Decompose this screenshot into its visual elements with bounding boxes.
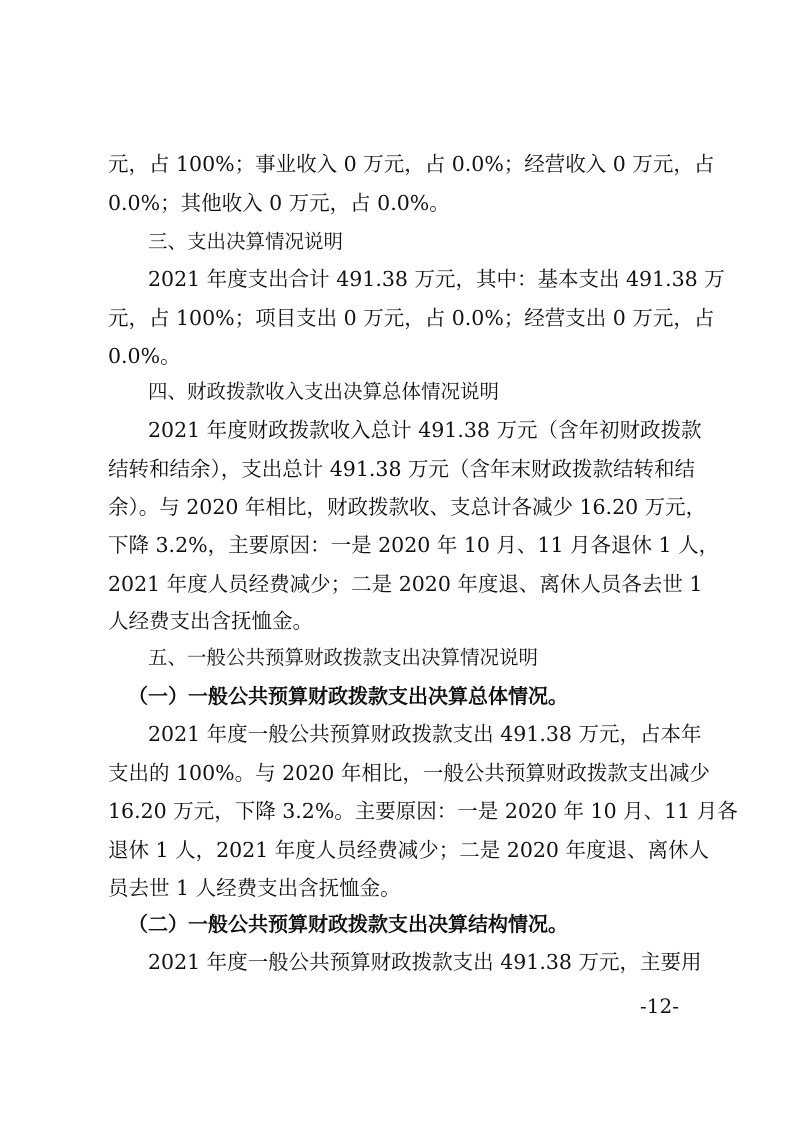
subsection-1-text-line: 16.20 万元，下降 3.2%。主要原因：一是 2020 年 10 月、11 月各 — [108, 799, 738, 823]
section-5-heading: 五、一般公共预算财政拨款支出决算情况说明 — [148, 646, 539, 669]
section-4-text-line: 2021 年度人员经费减少；二是 2020 年度退、离休人员各去世 1 — [108, 572, 703, 596]
section-4-text-line: 结转和结余），支出总计 491.38 万元（含年末财政拨款结转和结 — [108, 457, 696, 481]
subsection-2-text-line: 2021 年度一般公共预算财政拨款支出 491.38 万元，主要用 — [148, 950, 702, 974]
section-4-text-line: 人经费支出含抚恤金。 — [108, 609, 313, 633]
subsection-2-heading: （二）一般公共预算财政拨款支出决算结构情况。 — [128, 912, 568, 936]
page-number: -12- — [640, 994, 679, 1018]
section-4-text-line: 2021 年度财政拨款收入总计 491.38 万元（含年初财政拨款 — [148, 418, 702, 442]
subsection-1-text-line: 员去世 1 人经费支出含抚恤金。 — [108, 876, 401, 900]
section-3-heading: 三、支出决算情况说明 — [148, 230, 344, 253]
section-4-heading: 四、财政拨款收入支出决算总体情况说明 — [148, 380, 500, 403]
section-3-text-line: 元，占 100%；项目支出 0 万元，占 0.0%；经营支出 0 万元，占 — [108, 306, 715, 330]
section-4-text-line: 下降 3.2%，主要原因：一是 2020 年 10 月、11 月各退休 1 人， — [108, 533, 720, 557]
income-text-line: 元，占 100%；事业收入 0 万元，占 0.0%；经营收入 0 万元，占 — [108, 152, 715, 176]
section-3-text-line: 0.0%。 — [108, 344, 181, 368]
subsection-1-text-line: 支出的 100%。与 2020 年相比，一般公共预算财政拨款支出减少 — [108, 761, 710, 785]
subsection-1-text-line: 退休 1 人，2021 年度人员经费减少；二是 2020 年度退、离休人 — [108, 838, 709, 862]
section-4-text-line: 余）。与 2020 年相比，财政拨款收、支总计各减少 16.20 万元， — [108, 495, 707, 519]
income-text-line: 0.0%；其他收入 0 万元，占 0.0%。 — [108, 191, 450, 215]
subsection-1-heading: （一）一般公共预算财政拨款支出决算总体情况。 — [128, 684, 568, 708]
subsection-1-text-line: 2021 年度一般公共预算财政拨款支出 491.38 万元，占本年 — [148, 722, 702, 746]
section-3-text-line: 2021 年度支出合计 491.38 万元，其中：基本支出 491.38 万 — [148, 267, 725, 291]
